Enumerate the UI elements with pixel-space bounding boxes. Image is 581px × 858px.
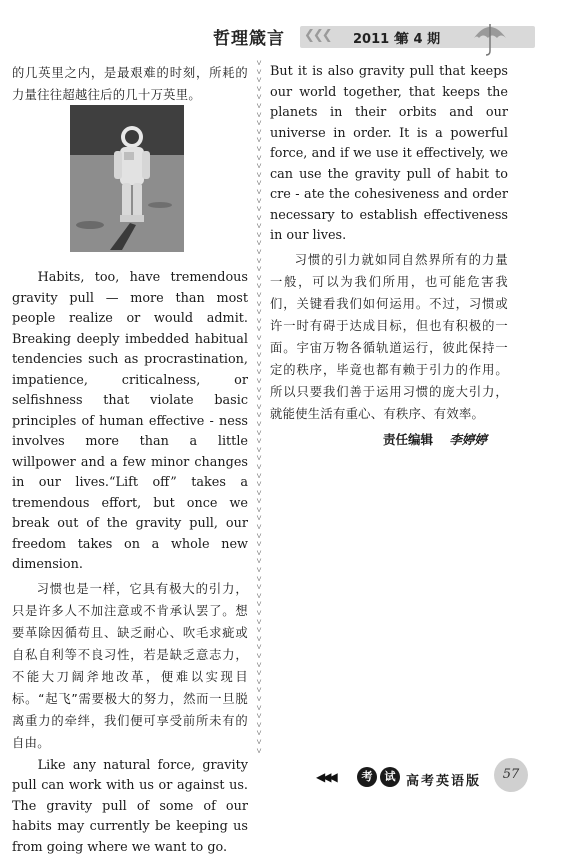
en-paragraph-habits: Habits, too, have tremendous gravity pull — more than most people realize or would admit. Breaking deeply imbedded habitual tendencies such as procrastination, impatience, criticalness, or selfishness that violate basic principles of human effective - ness involves more than a little willpower and a few minor changes in our lives.“Lift off” takes a tremendous effort, but once we break out of the gravity pull, our freedom takes on a whole new dimension. [12, 268, 248, 576]
editor-name: 李婷婷 [449, 432, 487, 447]
footer-circle-char: 试 [380, 767, 400, 787]
astronaut-on-moon-photo [70, 105, 184, 252]
chevron-decoration-icon: ❮❮❮ [304, 28, 331, 43]
column-divider: ˅ ˅ ˅ ˅ ˅ ˅ ˅ ˅ ˅ ˅ ˅ ˅ ˅ ˅ ˅ ˅ ˅ ˅ ˅ ˅ ˅ ˅ ˅ ˅ ˅ ˅ ˅ ˅ ˅ ˅ ˅ ˅ ˅ ˅ ˅ ˅ ˅ ˅ ˅ ˅ ˅ ˅ ˅ ˅ ˅ ˅ ˅ ˅ ˅ ˅ ˅ ˅ ˅ ˅ ˅ ˅ ˅ ˅ ˅ ˅ ˅ ˅ ˅ ˅ ˅ ˅ ˅ ˅ ˅ ˅ ˅ ˅ ˅ ˅ ˅ ˅ ˅ ˅ ˅ ˅ ˅ [254, 60, 264, 750]
zh-paragraph-intro: 的几英里之内，是最艰难的时刻，所耗的力量往往超越往后的几十万英里。 [12, 62, 248, 106]
editor-credit [383, 430, 487, 448]
umbrella-icon [470, 18, 510, 58]
page-footer [0, 762, 581, 800]
en-paragraph-also: But it is also gravity pull that keeps our world together, that keeps the planets in their orbits and our universe in order. It is a powerful force, and if we use it effectively, we can use the gravity pull of habit to cre - ate the cohesiveness and order necessary to establish effectiveness in our lives. [270, 62, 508, 247]
arrow-left-icon: ◀◀◀ [316, 770, 335, 784]
right-column [270, 62, 508, 425]
page-number: 57 [494, 758, 528, 792]
page-header [0, 18, 581, 58]
zh-paragraph-habits: 习惯也是一样，它具有极大的引力，只是许多人不加注意或不肯承认罢了。想要革除因循苟且、缺乏耐心、吹毛求疵或自私自利等不良习性，若是缺乏意志力，不能大刀阔斧地改革，便难以实现目标。“起飞”需要极大的努力，然而一旦脱离重力的牵绊，我们便可享受前所未有的自由。 [12, 578, 248, 754]
column-title: 哲理箴言 [213, 24, 285, 49]
zh-paragraph-also: 习惯的引力就如同自然界所有的力量一般，可以为我们所用，也可能危害我们，关键看我们如何运用。不过，习惯或许一时有碍于达成目标，但也有积极的一面。宇宙万物各循轨道运行，彼此保持一定的秩序，毕竟也都有赖于引力的作用。所以只要我们善于运用习惯的庞大引力，就能使生活有重心、有秩序、有效率。 [270, 249, 508, 425]
en-paragraph-natural-force: Like any natural force, gravity pull can work with us or against us. The gravity pull of some of our habits may currently be keeping us from going where we want to go. [12, 756, 248, 858]
footer-circle-char: 考 [357, 767, 377, 787]
editor-label: 责任编辑 [383, 432, 433, 447]
issue-number: 第 4 期 [396, 28, 440, 47]
issue-year: 2011 年 [353, 28, 407, 47]
publication-title: 高考英语版 [406, 770, 481, 789]
